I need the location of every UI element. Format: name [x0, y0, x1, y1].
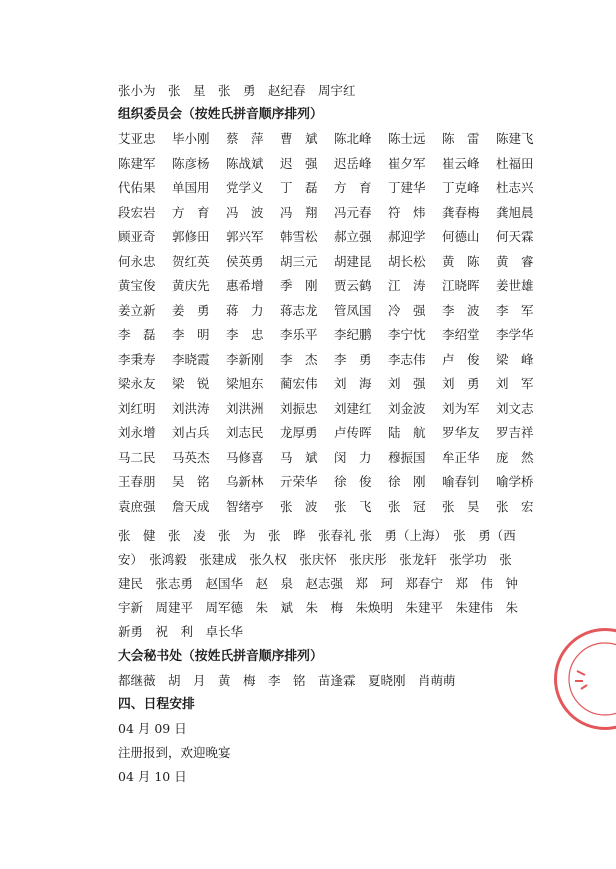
oc-member-name: 艾亚忠 [118, 131, 156, 146]
schedule-date-1: 04 月 09 日 [118, 721, 187, 736]
oc-member-name: 曹 斌 [280, 131, 318, 146]
oc-member-name: 刘 强 [388, 376, 426, 391]
oc-member-name: 张 昊 [442, 498, 480, 514]
oc-member-name: 龚旭晨 [496, 204, 534, 220]
oc-member-name: 陈建飞 [496, 131, 534, 146]
oc-member-name: 崔云峰 [442, 155, 480, 171]
oc-member-name: 刘洪涛 [172, 400, 210, 416]
oc-member-name: 刘红明 [118, 400, 156, 416]
oc-name-row [118, 498, 550, 516]
schedule-heading: 四、日程安排 [118, 697, 195, 712]
oc-name-row [118, 326, 550, 344]
oc-name-row [118, 204, 550, 222]
oc-member-name: 胡建昆 [334, 253, 372, 269]
oc-member-name: 袁庶强 [118, 498, 156, 514]
oc-member-name: 罗华友 [442, 425, 480, 440]
oc-member-name: 胡长松 [388, 253, 426, 269]
oc-member-name: 韩雪松 [280, 229, 318, 244]
oc-member-name: 顾亚奇 [118, 229, 156, 244]
oc-name-row [118, 179, 550, 197]
oc-member-name: 陈彦杨 [172, 155, 210, 171]
oc-member-name: 蒋 力 [226, 302, 264, 318]
oc-member-name: 蒋志龙 [280, 302, 318, 318]
oc-tail-line-1: 张 健 张 凌 张 为 张 晔 张春礼 张 勇（上海） 张 勇（西 [118, 528, 516, 543]
secretariat-names: 都继薇 胡 月 黄 梅 李 铭 苗逢霖 夏晓刚 肖萌萌 [118, 673, 456, 688]
oc-member-name: 李 军 [496, 302, 534, 318]
oc-member-name: 江晓晖 [442, 278, 480, 293]
oc-member-name: 张 波 [280, 498, 318, 514]
oc-member-name: 龚春梅 [442, 204, 480, 220]
oc-member-name: 单国用 [172, 180, 210, 195]
organizing-committee-heading: 组织委员会（按姓氏拼音顺序排列） [118, 107, 323, 122]
oc-member-name: 刘文志 [496, 400, 534, 416]
oc-member-name: 卢传晖 [334, 425, 372, 440]
oc-member-name: 胡三元 [280, 253, 318, 269]
oc-member-name: 冷 强 [388, 302, 426, 318]
oc-member-name: 杜福田 [496, 155, 534, 171]
oc-member-name: 罗吉祥 [496, 425, 534, 440]
oc-member-name: 段宏岩 [118, 204, 156, 220]
oc-member-name: 黄庆先 [172, 278, 210, 293]
oc-name-row [118, 130, 550, 148]
oc-member-name: 郝立强 [334, 229, 372, 244]
oc-member-name: 蔡 萍 [226, 131, 264, 146]
oc-name-row [118, 155, 550, 173]
oc-member-name: 龙厚勇 [280, 425, 318, 440]
schedule-item-1: 注册报到，欢迎晚宴 [118, 745, 231, 760]
oc-member-name: 惠希增 [226, 278, 264, 293]
oc-member-name: 梁 峰 [496, 351, 534, 367]
oc-member-name: 李 勇 [334, 351, 372, 367]
oc-member-name: 季 刚 [280, 278, 318, 293]
oc-member-name: 吴 铭 [172, 474, 210, 489]
oc-member-name: 黄宝俊 [118, 278, 156, 293]
oc-member-name: 刘金波 [388, 400, 426, 416]
intro-names: 张小为 张 星 张 勇 赵纪春 周宇红 [118, 83, 356, 98]
oc-member-name: 乌新林 [226, 474, 264, 489]
oc-member-name: 陈战斌 [226, 155, 264, 171]
oc-member-name: 何天霖 [496, 229, 534, 244]
oc-member-name: 李 明 [172, 327, 210, 342]
oc-member-name: 詹天成 [172, 498, 210, 514]
oc-tail-line-2: 安） 张鸿毅 张建成 张久权 张庆怀 张庆彤 张龙轩 张学功 张 [118, 552, 512, 567]
oc-member-name: 刘志民 [226, 425, 264, 440]
oc-member-name: 姜 勇 [172, 302, 210, 318]
oc-member-name: 李秉寿 [118, 351, 156, 367]
oc-tail-line-5: 新勇 祝 利 卓长华 [118, 624, 244, 639]
oc-name-row [118, 375, 550, 393]
oc-member-name: 刘占兵 [172, 425, 210, 440]
oc-member-name: 陈士远 [388, 131, 426, 146]
oc-member-name: 冯 翔 [280, 204, 318, 220]
oc-member-name: 李绍堂 [442, 327, 480, 342]
oc-member-name: 李 忠 [226, 327, 264, 342]
oc-member-name: 王春朋 [118, 474, 156, 489]
oc-member-name: 冯元春 [334, 204, 372, 220]
oc-member-name: 管凤国 [334, 302, 372, 318]
oc-member-name: 蔺宏伟 [280, 376, 318, 391]
oc-member-name: 马修喜 [226, 449, 264, 465]
oc-member-name: 丁建华 [388, 180, 426, 195]
oc-member-name: 刘 军 [496, 376, 534, 391]
oc-member-name: 李纪鹏 [334, 327, 372, 342]
oc-tail-line-3: 建民 张志勇 赵国华 赵 泉 赵志强 郑 珂 郑春宁 郑 伟 钟 [118, 576, 519, 591]
oc-member-name: 丁 磊 [280, 180, 318, 195]
oc-member-name: 丁克峰 [442, 180, 480, 195]
oc-member-name: 刘 海 [334, 376, 372, 391]
oc-name-row [118, 400, 550, 418]
oc-name-row [118, 302, 550, 320]
oc-member-name: 郭兴军 [226, 229, 264, 244]
oc-member-name: 刘为军 [442, 400, 480, 416]
oc-member-name: 迟岳峰 [334, 155, 372, 171]
oc-member-name: 李 磊 [118, 327, 156, 342]
oc-member-name: 智绪亭 [226, 498, 264, 514]
oc-member-name: 冯 波 [226, 204, 264, 220]
oc-member-name: 江 涛 [388, 278, 426, 293]
oc-member-name: 毕小刚 [172, 131, 210, 146]
oc-member-name: 李 波 [442, 302, 480, 318]
oc-member-name: 郭修田 [172, 229, 210, 244]
oc-member-name: 陈 雷 [442, 131, 480, 146]
oc-member-name: 喻学桥 [496, 474, 534, 489]
oc-member-name: 姜立新 [118, 302, 156, 318]
oc-member-name: 贺红英 [172, 253, 210, 269]
oc-member-name: 马 斌 [280, 449, 318, 465]
oc-member-name: 刘 勇 [442, 376, 480, 391]
oc-member-name: 符 炜 [388, 204, 426, 220]
oc-member-name: 梁永友 [118, 376, 156, 391]
oc-member-name: 张 飞 [334, 498, 372, 514]
oc-member-name: 庞 然 [496, 449, 534, 465]
oc-member-name: 李乐平 [280, 327, 318, 342]
oc-member-name: 陆 航 [388, 425, 426, 440]
oc-member-name: 喻春钊 [442, 474, 480, 489]
oc-member-name: 张 冠 [388, 498, 426, 514]
oc-member-name: 陈建军 [118, 155, 156, 171]
oc-member-name: 马二民 [118, 449, 156, 465]
red-seal-stamp [554, 628, 616, 730]
oc-member-name: 李新刚 [226, 351, 264, 367]
secretariat-heading: 大会秘书处（按姓氏拼音顺序排列） [118, 649, 323, 664]
oc-member-name: 黄 睿 [496, 253, 534, 269]
oc-member-name: 党学义 [226, 180, 264, 195]
oc-name-row [118, 253, 550, 271]
oc-member-name: 牟正华 [442, 449, 480, 465]
oc-name-row [118, 277, 550, 295]
oc-member-name: 闵 力 [334, 449, 372, 465]
oc-member-name: 黄 陈 [442, 253, 480, 269]
oc-member-name: 穆振国 [388, 449, 426, 465]
oc-member-name: 张 宏 [496, 498, 534, 514]
oc-member-name: 代佑果 [118, 180, 156, 195]
oc-member-name: 贾云鹤 [334, 278, 372, 293]
oc-name-row [118, 449, 550, 467]
oc-member-name: 方 育 [334, 180, 372, 195]
oc-name-row [118, 351, 550, 369]
oc-member-name: 姜世雄 [496, 278, 534, 293]
oc-member-name: 梁 锐 [172, 376, 210, 391]
oc-member-name: 徐 俊 [334, 474, 372, 489]
oc-member-name: 李晓霞 [172, 351, 210, 367]
oc-member-name: 崔夕军 [388, 155, 426, 171]
oc-member-name: 李宁忱 [388, 327, 426, 342]
oc-member-name: 李 杰 [280, 351, 318, 367]
oc-member-name: 郝迎学 [388, 229, 426, 244]
oc-member-name: 方 育 [172, 204, 210, 220]
oc-member-name: 李志伟 [388, 351, 426, 367]
oc-member-name: 侯英勇 [226, 253, 264, 269]
oc-member-name: 马英杰 [172, 449, 210, 465]
seal-graphic [557, 631, 616, 727]
oc-name-row [118, 424, 550, 442]
oc-member-name: 李学华 [496, 327, 534, 342]
oc-member-name: 迟 强 [280, 155, 318, 171]
oc-member-name: 卢 俊 [442, 351, 480, 367]
oc-member-name: 陈北峰 [334, 131, 372, 146]
oc-member-name: 刘建红 [334, 400, 372, 416]
oc-member-name: 何永忠 [118, 253, 156, 269]
oc-member-name: 刘振忠 [280, 400, 318, 416]
oc-member-name: 何德山 [442, 229, 480, 244]
oc-member-name: 刘洪洲 [226, 400, 264, 416]
oc-name-row [118, 228, 550, 246]
oc-member-name: 梁旭东 [226, 376, 264, 391]
schedule-date-2: 04 月 10 日 [118, 769, 187, 784]
oc-tail-line-4: 宇新 周建平 周军德 朱 斌 朱 梅 朱焕明 朱建平 朱建伟 朱 [118, 600, 519, 615]
oc-member-name: 杜志兴 [496, 180, 534, 195]
oc-member-name: 亓荣华 [280, 474, 318, 489]
oc-member-name: 徐 刚 [388, 474, 426, 489]
oc-name-row [118, 473, 550, 491]
oc-member-name: 刘永增 [118, 425, 156, 440]
